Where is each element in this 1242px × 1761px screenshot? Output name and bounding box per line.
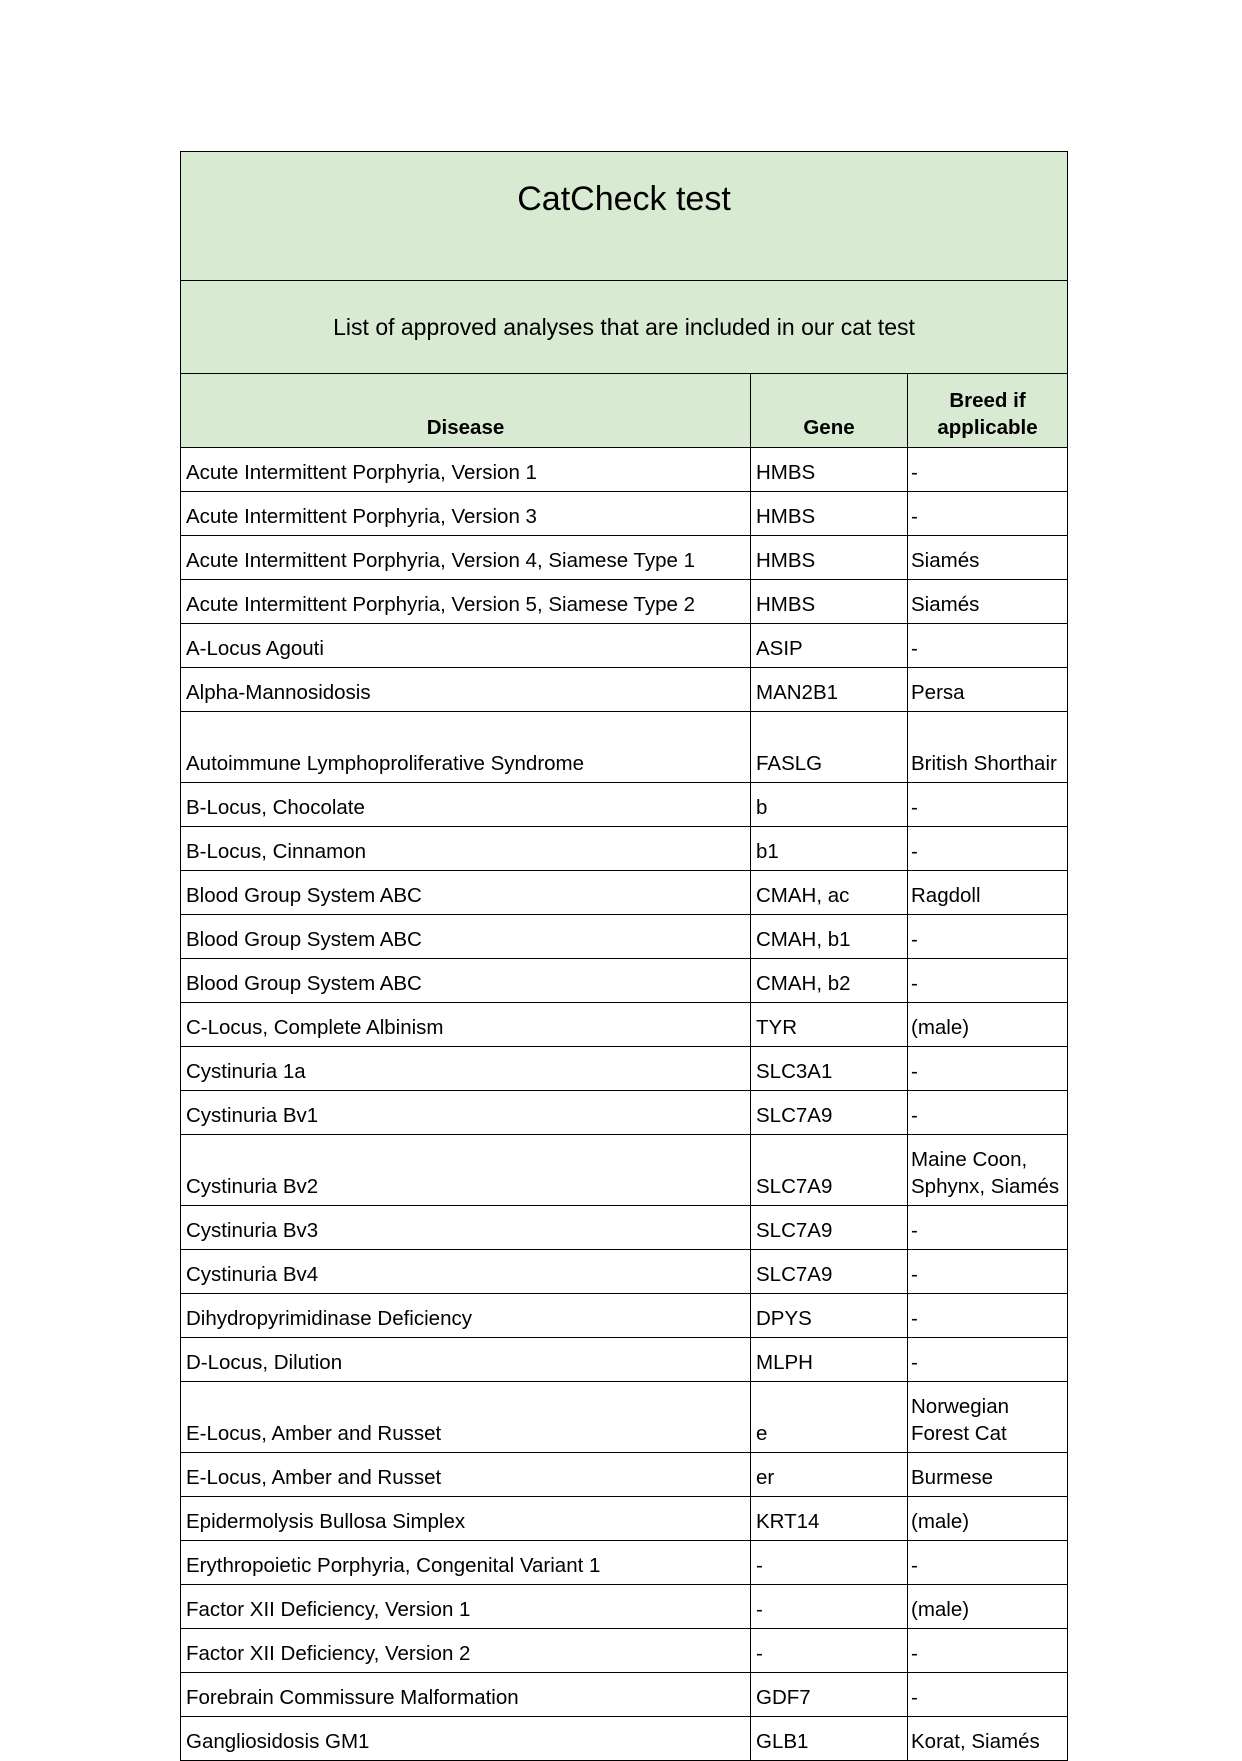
disease-cell: Cystinuria Bv3 (181, 1206, 751, 1250)
table-row (181, 1673, 1068, 1717)
gene-cell: HMBS (751, 536, 908, 580)
disease-cell: Autoimmune Lymphoproliferative Syndrome (181, 712, 751, 783)
breed-cell: British Shorthair (908, 712, 1068, 783)
table-row (181, 1497, 1068, 1541)
disease-cell: Cystinuria Bv1 (181, 1091, 751, 1135)
gene-cell: GDF7 (751, 1673, 908, 1717)
disease-cell: Erythropoietic Porphyria, Congenital Variant 1 (181, 1541, 751, 1585)
gene-cell: er (751, 1453, 908, 1497)
breed-cell: - (908, 624, 1068, 668)
disease-cell: Epidermolysis Bullosa Simplex (181, 1497, 751, 1541)
breed-cell: - (908, 1541, 1068, 1585)
disease-cell: Factor XII Deficiency, Version 1 (181, 1585, 751, 1629)
breed-cell: Burmese (908, 1453, 1068, 1497)
disease-cell: D-Locus, Dilution (181, 1338, 751, 1382)
breed-cell: - (908, 1250, 1068, 1294)
breed-cell: - (908, 1091, 1068, 1135)
table-row (181, 580, 1068, 624)
breed-cell: - (908, 1629, 1068, 1673)
table-row (181, 959, 1068, 1003)
breed-cell: - (908, 1338, 1068, 1382)
gene-cell: HMBS (751, 580, 908, 624)
gene-cell: CMAH, ac (751, 871, 908, 915)
document-title: CatCheck test (181, 152, 1068, 281)
breed-cell: (male) (908, 1003, 1068, 1047)
table-row (181, 1382, 1068, 1453)
disease-cell: Blood Group System ABC (181, 915, 751, 959)
table-row (181, 1629, 1068, 1673)
gene-cell: CMAH, b1 (751, 915, 908, 959)
breed-cell: Norwegian Forest Cat (908, 1382, 1068, 1453)
table-row (181, 827, 1068, 871)
breed-cell: (male) (908, 1497, 1068, 1541)
breed-cell: - (908, 827, 1068, 871)
breed-cell: Siamés (908, 580, 1068, 624)
table-row (181, 1091, 1068, 1135)
disease-cell: Dihydropyrimidinase Deficiency (181, 1294, 751, 1338)
disease-cell: B-Locus, Chocolate (181, 783, 751, 827)
breed-cell: - (908, 1206, 1068, 1250)
gene-cell: FASLG (751, 712, 908, 783)
gene-cell: - (751, 1541, 908, 1585)
breed-cell: Persa (908, 668, 1068, 712)
table-row (181, 1250, 1068, 1294)
disease-cell: A-Locus Agouti (181, 624, 751, 668)
column-header-row (181, 374, 1068, 448)
table-row (181, 1206, 1068, 1250)
table-row (181, 492, 1068, 536)
breed-cell: Ragdoll (908, 871, 1068, 915)
disease-cell: Alpha-Mannosidosis (181, 668, 751, 712)
table-row (181, 871, 1068, 915)
gene-cell: - (751, 1629, 908, 1673)
table-row (181, 448, 1068, 492)
gene-cell: MAN2B1 (751, 668, 908, 712)
table-row (181, 1135, 1068, 1206)
gene-cell: DPYS (751, 1294, 908, 1338)
gene-cell: MLPH (751, 1338, 908, 1382)
gene-cell: HMBS (751, 448, 908, 492)
table-row (181, 668, 1068, 712)
analyses-table (180, 151, 1068, 1761)
breed-cell: Maine Coon, Sphynx, Siamés (908, 1135, 1068, 1206)
disease-cell: C-Locus, Complete Albinism (181, 1003, 751, 1047)
analyses-document (180, 151, 1067, 1761)
table-row (181, 783, 1068, 827)
table-row (181, 1003, 1068, 1047)
table-body (181, 448, 1068, 1761)
gene-cell: SLC7A9 (751, 1250, 908, 1294)
table-row (181, 915, 1068, 959)
table-row (181, 1453, 1068, 1497)
breed-cell: - (908, 1673, 1068, 1717)
table-row (181, 536, 1068, 580)
breed-cell: - (908, 492, 1068, 536)
breed-cell: - (908, 448, 1068, 492)
gene-cell: ASIP (751, 624, 908, 668)
column-header-gene: Gene (751, 374, 908, 448)
gene-cell: - (751, 1585, 908, 1629)
gene-cell: b (751, 783, 908, 827)
breed-cell: - (908, 1294, 1068, 1338)
breed-cell: Siamés (908, 536, 1068, 580)
gene-cell: CMAH, b2 (751, 959, 908, 1003)
table-row (181, 1294, 1068, 1338)
table-row (181, 712, 1068, 783)
table-row (181, 1338, 1068, 1382)
gene-cell: SLC3A1 (751, 1047, 908, 1091)
breed-cell: (male) (908, 1585, 1068, 1629)
disease-cell: Gangliosidosis GM1 (181, 1717, 751, 1761)
gene-cell: KRT14 (751, 1497, 908, 1541)
gene-cell: SLC7A9 (751, 1206, 908, 1250)
disease-cell: Factor XII Deficiency, Version 2 (181, 1629, 751, 1673)
disease-cell: B-Locus, Cinnamon (181, 827, 751, 871)
column-header-breed: Breed if applicable (908, 374, 1068, 448)
gene-cell: TYR (751, 1003, 908, 1047)
disease-cell: E-Locus, Amber and Russet (181, 1382, 751, 1453)
gene-cell: e (751, 1382, 908, 1453)
gene-cell: HMBS (751, 492, 908, 536)
gene-cell: b1 (751, 827, 908, 871)
table-row (181, 1585, 1068, 1629)
gene-cell: SLC7A9 (751, 1135, 908, 1206)
disease-cell: Cystinuria Bv4 (181, 1250, 751, 1294)
disease-cell: Acute Intermittent Porphyria, Version 4, Siamese Type 1 (181, 536, 751, 580)
table-row (181, 624, 1068, 668)
disease-cell: Blood Group System ABC (181, 959, 751, 1003)
breed-cell: - (908, 783, 1068, 827)
disease-cell: Blood Group System ABC (181, 871, 751, 915)
disease-cell: Acute Intermittent Porphyria, Version 5, Siamese Type 2 (181, 580, 751, 624)
table-row (181, 1541, 1068, 1585)
breed-cell: - (908, 915, 1068, 959)
breed-cell: - (908, 959, 1068, 1003)
disease-cell: E-Locus, Amber and Russet (181, 1453, 751, 1497)
disease-cell: Cystinuria Bv2 (181, 1135, 751, 1206)
breed-cell: - (908, 1047, 1068, 1091)
disease-cell: Cystinuria 1a (181, 1047, 751, 1091)
disease-cell: Forebrain Commissure Malformation (181, 1673, 751, 1717)
table-row (181, 1717, 1068, 1761)
disease-cell: Acute Intermittent Porphyria, Version 1 (181, 448, 751, 492)
document-subtitle: List of approved analyses that are included in our cat test (181, 281, 1068, 374)
gene-cell: GLB1 (751, 1717, 908, 1761)
gene-cell: SLC7A9 (751, 1091, 908, 1135)
disease-cell: Acute Intermittent Porphyria, Version 3 (181, 492, 751, 536)
column-header-disease: Disease (181, 374, 751, 448)
breed-cell: Korat, Siamés (908, 1717, 1068, 1761)
table-row (181, 1047, 1068, 1091)
